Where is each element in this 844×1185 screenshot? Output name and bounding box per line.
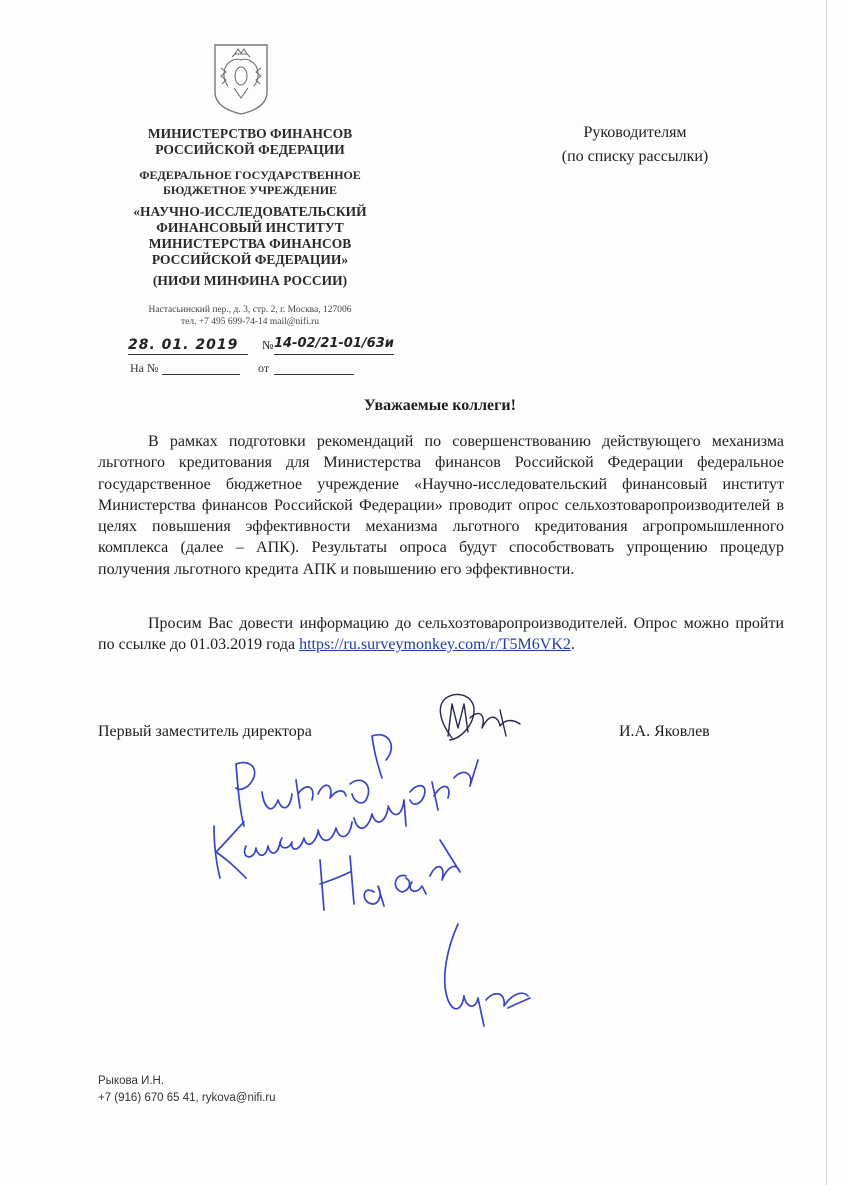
- executor-contacts: +7 (916) 670 65 41, rykova@nifi.ru: [98, 1092, 276, 1104]
- executor-name: Рыкова И.Н.: [98, 1075, 165, 1087]
- reference-date-label: от: [258, 361, 270, 375]
- institution-address: Настасьинский пер., д. 3, стр. 2, г. Москва, 127006: [148, 305, 352, 315]
- institution-type: ФЕДЕРАЛЬНОЕ ГОСУДАРСТВЕННОЕ БЮДЖЕТНОЕ УЧРЕЖДЕНИЕ: [139, 168, 361, 197]
- recipient-line-2: (по списку рассылки): [561, 148, 709, 165]
- signatory-name: И.А. Яковлев: [619, 723, 710, 740]
- paragraph-2-end: .: [570, 636, 575, 654]
- registration-number-label: №: [262, 338, 274, 352]
- institution-name: «НАУЧНО-ИССЛЕДОВАТЕЛЬСКИЙ ФИНАНСОВЫЙ ИНСТИТУТ МИНИСТЕРСТВА ФИНАНСОВ РОССИЙСКОЙ ФЕДЕРАЦИИ»: [133, 204, 367, 267]
- body-paragraph-1: В рамках подготовки рекомендаций по совершенствованию действующего механизма льготного кредитования для Министерства финансов Российской Федерации федеральное государственное бюджетное учреждение «Научно-исследовательский финансовый институт Министерства финансов Российской Федерации» проводит опрос сельхозтоваропроизводителей в целях повышения эффективности механизма льготного кредитования агропромышленного комплекса (далее – АПК). Результаты опроса будут способствовать упрощению процедур получения льготного кредита АПК и повышению его эффективности.: [98, 433, 784, 578]
- reference-number-label: На №: [130, 361, 159, 375]
- registration-number: 14-02/21-01/63и: [274, 336, 394, 351]
- recipient-line-1: Руководителям: [583, 124, 687, 141]
- signatory-title: Первый заместитель директора: [98, 723, 312, 740]
- paragraph-2-text: Просим Вас довести информацию до сельхозтоваропроизводителей. Опрос можно пройти по ссылке до 01.03.2019 года: [98, 615, 784, 654]
- registration-date: 28. 01. 2019: [128, 337, 239, 353]
- survey-link[interactable]: https://ru.surveymonkey.com/r/T5M6VK2: [299, 636, 571, 654]
- handwritten-resolution: [214, 735, 530, 1026]
- ministry-name: МИНИСТЕРСТВО ФИНАНСОВ РОССИЙСКОЙ ФЕДЕРАЦИИ: [147, 126, 353, 157]
- greeting: Уважаемые коллеги!: [364, 397, 516, 414]
- institution-contacts: тел. +7 495 699-74-14 mail@nifi.ru: [180, 317, 320, 327]
- director-signature: [440, 694, 520, 740]
- institution-abbreviation: (НИФИ МИНФИНА РОССИИ): [152, 273, 348, 288]
